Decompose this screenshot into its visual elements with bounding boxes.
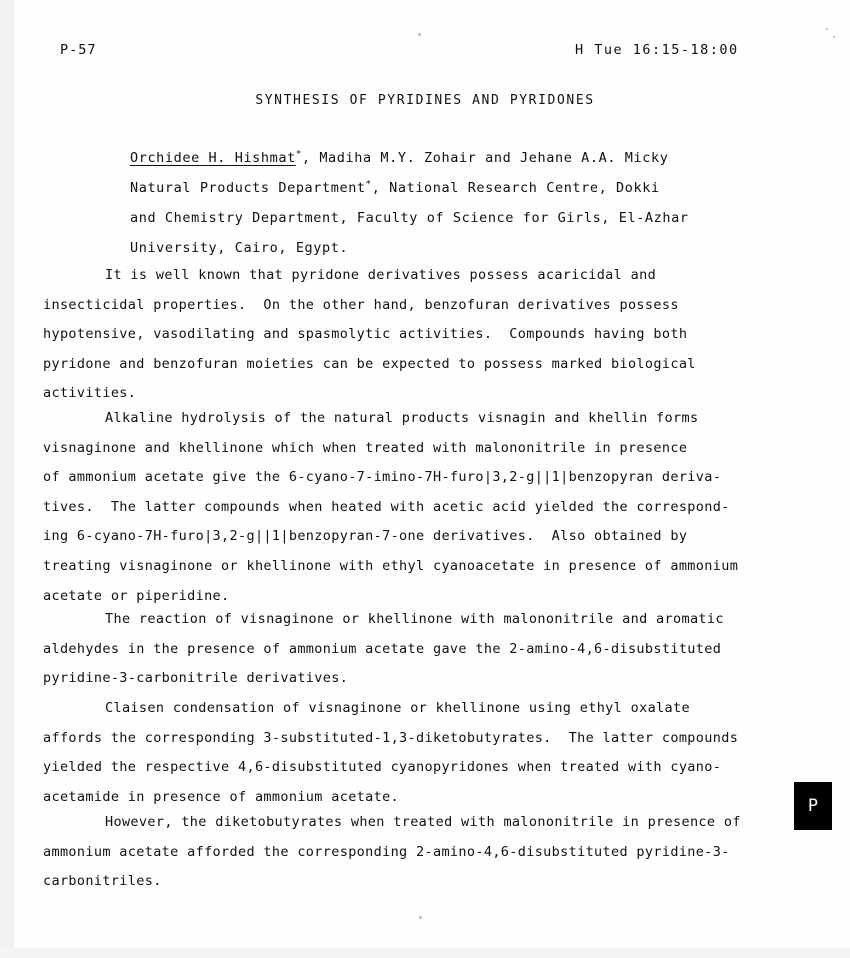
paragraph-line: Alkaline hydrolysis of the natural products visnagin and khellin forms bbox=[105, 410, 699, 426]
affiliation-part-2: , National Research Centre, Dokki bbox=[371, 180, 660, 196]
paragraph-line: hypotensive, vasodilating and spasmolytic activities. Compounds having both bbox=[43, 326, 688, 343]
scan-speck bbox=[419, 916, 422, 919]
paragraph-line: of ammonium acetate give the 6-cyano-7-imino-7H-furo|3,2-g||1|benzopyran deriva- bbox=[43, 469, 722, 486]
paragraph-line: treating visnaginone or khellinone with ethyl cyanoacetate in presence of ammonium bbox=[43, 557, 739, 574]
paragraph bbox=[43, 694, 823, 812]
paragraph-line: carbonitriles. bbox=[43, 873, 162, 890]
paragraph-line: aldehydes in the presence of ammonium acetate gave the 2-amino-4,6-disubstituted bbox=[43, 640, 722, 657]
paragraph-line: tives. The latter compounds when heated with acetic acid yielded the correspond- bbox=[43, 498, 730, 515]
page-number: P-57 bbox=[60, 42, 97, 58]
affiliation-footnote-marker: * bbox=[365, 179, 372, 190]
paragraph-line: affords the corresponding 3-substituted-1,3-diketobutyrates. The latter compounds bbox=[43, 729, 739, 746]
scan-speck bbox=[418, 33, 421, 36]
paragraph bbox=[43, 261, 823, 409]
paragraph-line: It is well known that pyridone derivatives possess acaricidal and bbox=[105, 267, 657, 283]
paragraph-line: activities. bbox=[43, 385, 137, 402]
session-time: H Tue 16:15-18:00 bbox=[575, 42, 739, 58]
paragraph-line: pyridine-3-carbonitrile derivatives. bbox=[43, 670, 349, 687]
paragraph bbox=[43, 404, 823, 611]
affiliation-line: University, Cairo, Egypt. bbox=[130, 240, 349, 256]
paragraph-line: ammonium acetate afforded the corresponding 2-amino-4,6-disubstituted pyridine-3- bbox=[43, 843, 730, 860]
paragraph-line: Claisen condensation of visnaginone or khellinone using ethyl oxalate bbox=[105, 700, 690, 716]
paragraph-line: ing 6-cyano-7H-furo|3,2-g||1|benzopyran-7-one derivatives. Also obtained by bbox=[43, 528, 688, 545]
scan-speck bbox=[833, 36, 835, 38]
co-authors: , Madiha M.Y. Zohair and Jehane A.A. Micky bbox=[301, 150, 669, 166]
author-footnote-marker: * bbox=[295, 149, 302, 160]
affiliation-line: and Chemistry Department, Faculty of Science for Girls, El-Azhar bbox=[130, 210, 689, 226]
lead-author: Orchidee H. Hishmat bbox=[130, 150, 296, 166]
scan-edge-left bbox=[0, 0, 14, 958]
paragraph-line: pyridone and benzofuran moieties can be expected to possess marked biological bbox=[43, 355, 696, 372]
paragraph bbox=[43, 605, 823, 694]
paragraph-line: acetamide in presence of ammonium acetate. bbox=[43, 788, 400, 805]
paragraph-line: insecticidal properties. On the other hand, benzofuran derivatives possess bbox=[43, 296, 679, 313]
paragraph bbox=[43, 808, 823, 897]
affiliation-line bbox=[130, 173, 790, 203]
page-title: SYNTHESIS OF PYRIDINES AND PYRIDONES bbox=[255, 93, 595, 108]
affiliation-part-1: Natural Products Department bbox=[130, 180, 366, 196]
paragraph-line: The reaction of visnaginone or khellinone with malononitrile and aromatic bbox=[105, 611, 724, 627]
paragraph-line: visnaginone and khellinone which when treated with malononitrile in presence bbox=[43, 439, 688, 456]
paragraph-line: acetate or piperidine. bbox=[43, 587, 230, 604]
author-line bbox=[130, 143, 790, 173]
authors-block bbox=[130, 143, 790, 263]
paragraph-line: yielded the respective 4,6-disubstituted cyanopyridones when treated with cyano- bbox=[43, 759, 722, 776]
paragraph-line: However, the diketobutyrates when treated with malononitrile in presence of bbox=[105, 814, 741, 830]
scan-speck bbox=[826, 28, 828, 30]
page-tab-marker: P bbox=[794, 782, 832, 830]
scan-edge-bottom bbox=[0, 948, 850, 958]
